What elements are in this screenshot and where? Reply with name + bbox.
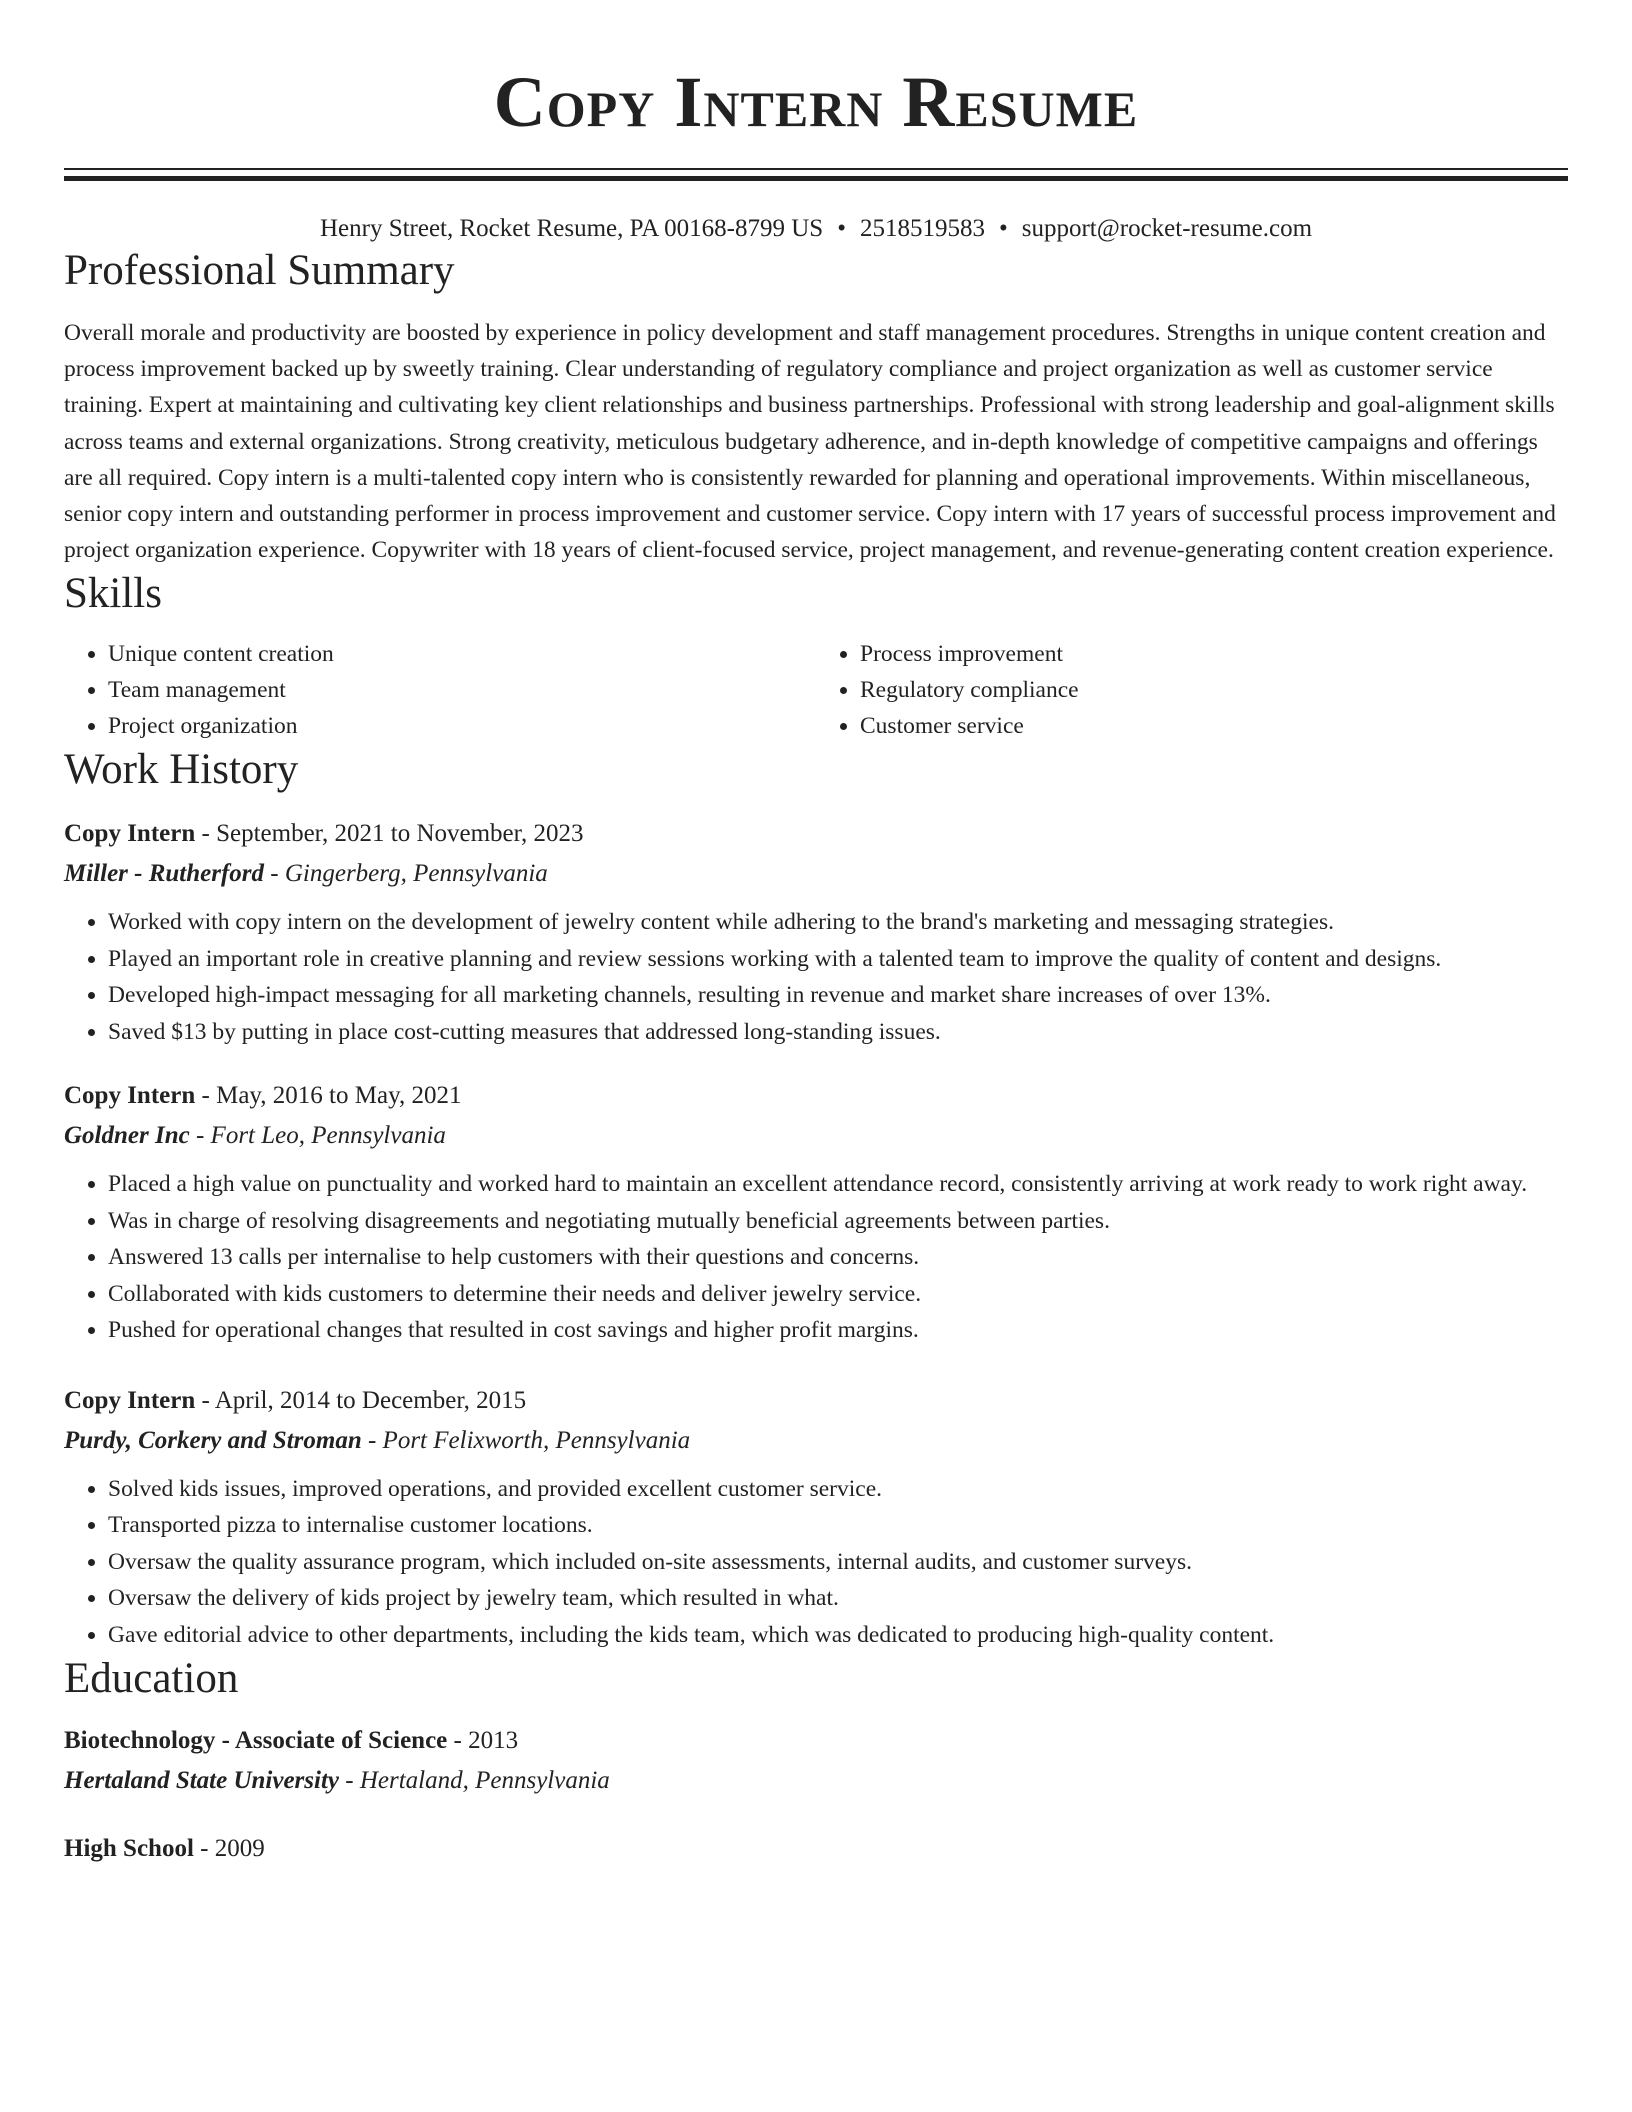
contact-phone: 2518519583 <box>859 215 985 242</box>
skill-item: • Customer service <box>860 708 1568 744</box>
skill-item: • Unique content creation <box>108 636 816 672</box>
skill-item: • Project organization <box>108 708 816 744</box>
education-degree-line <box>64 1721 1568 1761</box>
skill-item: • Regulatory compliance <box>860 672 1568 708</box>
job-bullets <box>64 904 1568 1050</box>
education-year: - 2013 <box>447 1727 519 1755</box>
job-bullet: • Was in charge of resolving disagreements and negotiating mutually beneficial agreements between parties. <box>108 1203 1568 1240</box>
skill-item: • Process improvement <box>860 636 1568 672</box>
job-bullet: • Played an important role in creative planning and review sessions working with a talented team to improve the quality of content and designs. <box>108 941 1568 978</box>
resume-title: Copy Intern Resume <box>493 62 1139 142</box>
job-title-line <box>64 814 1568 854</box>
job-bullet: • Placed a high value on punctuality and worked hard to maintain an excellent attendance record, consistently arriving at work ready to work right away. <box>108 1166 1568 1203</box>
job-company-line <box>64 1116 1568 1156</box>
job-title-line <box>64 1381 1568 1421</box>
education-school: Hertaland State University <box>64 1767 339 1795</box>
job-bullet: • Answered 13 calls per internalise to help customers with their questions and concerns. <box>108 1239 1568 1276</box>
education-year: - 2009 <box>193 1835 265 1863</box>
education-school-line <box>64 1761 1568 1801</box>
education-degree: High School <box>64 1835 194 1863</box>
job-dates: - May, 2016 to May, 2021 <box>195 1082 462 1110</box>
job-bullet: • Solved kids issues, improved operations, and provided excellent customer service. <box>108 1471 1568 1508</box>
job-dates: - April, 2014 to December, 2015 <box>195 1386 527 1414</box>
job-bullet: • Transported pizza to internalise customer locations. <box>108 1507 1568 1544</box>
job-company: Miller - Rutherford <box>64 860 265 888</box>
job-location: - Fort Leo, Pennsylvania <box>189 1122 446 1150</box>
education-location: - Hertaland, Pennsylvania <box>339 1767 610 1795</box>
job-title: Copy Intern <box>64 1082 196 1110</box>
skills-column-right <box>816 636 1568 744</box>
summary-heading: Professional Summary <box>64 247 455 294</box>
contact-address: Henry Street, Rocket Resume, PA 00168-8799 US <box>319 215 824 242</box>
job-company-line <box>64 1421 1568 1461</box>
skill-item: • Team management <box>108 672 816 708</box>
job-bullet: • Oversaw the delivery of kids project by jewelry team, which resulted in what. <box>108 1580 1568 1617</box>
skills-list <box>64 636 1568 744</box>
job-bullet: • Gave editorial advice to other departments, including the kids team, which was dedicated to producing high-quality content. <box>108 1617 1568 1654</box>
contact-line <box>64 213 1568 245</box>
job-location: - Gingerberg, Pennsylvania <box>264 860 548 888</box>
job-bullet: • Pushed for operational changes that resulted in cost savings and higher profit margins. <box>108 1312 1568 1349</box>
job-bullets <box>64 1166 1568 1349</box>
education-heading: Education <box>64 1655 239 1703</box>
job-title: Copy Intern <box>64 820 196 848</box>
job-entry <box>64 1381 1568 1654</box>
education-entry <box>64 1829 1568 1869</box>
job-bullet: • Worked with copy intern on the development of jewelry content while adhering to the brand's marketing and messaging strategies. <box>108 904 1568 941</box>
skills-heading: Skills <box>64 570 162 618</box>
contact-email: support@rocket-resume.com <box>1021 215 1313 242</box>
job-bullets <box>64 1471 1568 1654</box>
education-entry <box>64 1721 1568 1801</box>
contact-separator: • <box>998 215 1008 242</box>
job-bullet: • Collaborated with kids customers to determine their needs and deliver jewelry service. <box>108 1276 1568 1313</box>
contact-separator: • <box>837 215 846 242</box>
skills-column-left <box>64 636 816 744</box>
job-company: Purdy, Corkery and Stroman <box>64 1426 362 1454</box>
job-bullet: • Saved $13 by putting in place cost-cutting measures that addressed long-standing issues. <box>108 1014 1568 1051</box>
title-divider-thick <box>64 176 1568 181</box>
title-divider-thin <box>64 168 1568 170</box>
job-bullet: • Oversaw the quality assurance program, which included on-site assessments, internal audits, and customer surveys. <box>108 1544 1568 1581</box>
education-degree: Biotechnology - Associate of Science <box>64 1727 448 1755</box>
summary-text: Overall morale and productivity are boosted by experience in policy development and staff management procedures. Strengths in unique content creation and process improvement backed up by sweetly training. Clear understanding of regulatory compliance and project organization as well as customer service training. Expert at maintaining and cultivating key client relationships and business partnerships. Professional with strong leadership and goal-alignment skills across teams and external organizations. Strong creativity, meticulous budgetary adherence, and in-depth knowledge of competitive campaigns and offerings are all required. Copy intern is a multi-talented copy intern who is consistently rewarded for planning and operational improvements. Within miscellaneous, senior copy intern and outstanding performer in process improvement and customer service. Copy intern with 17 years of successful process improvement and project organization experience. Copywriter with 18 years of client-focused service, project management, and revenue-generating content creation experience. <box>64 320 1556 564</box>
job-title-line <box>64 1076 1568 1116</box>
education-degree-line <box>64 1829 1568 1869</box>
job-bullet: • Developed high-impact messaging for all marketing channels, resulting in revenue and market share increases of over 13%. <box>108 977 1568 1014</box>
job-location: - Port Felixworth, Pennsylvania <box>361 1426 691 1454</box>
job-entry <box>64 1076 1568 1349</box>
job-entry <box>64 814 1568 1050</box>
job-dates: - September, 2021 to November, 2023 <box>195 820 584 848</box>
job-title: Copy Intern <box>64 1386 196 1414</box>
work-history-heading: Work History <box>64 746 299 794</box>
job-company: Goldner Inc <box>64 1122 190 1150</box>
job-company-line <box>64 854 1568 894</box>
